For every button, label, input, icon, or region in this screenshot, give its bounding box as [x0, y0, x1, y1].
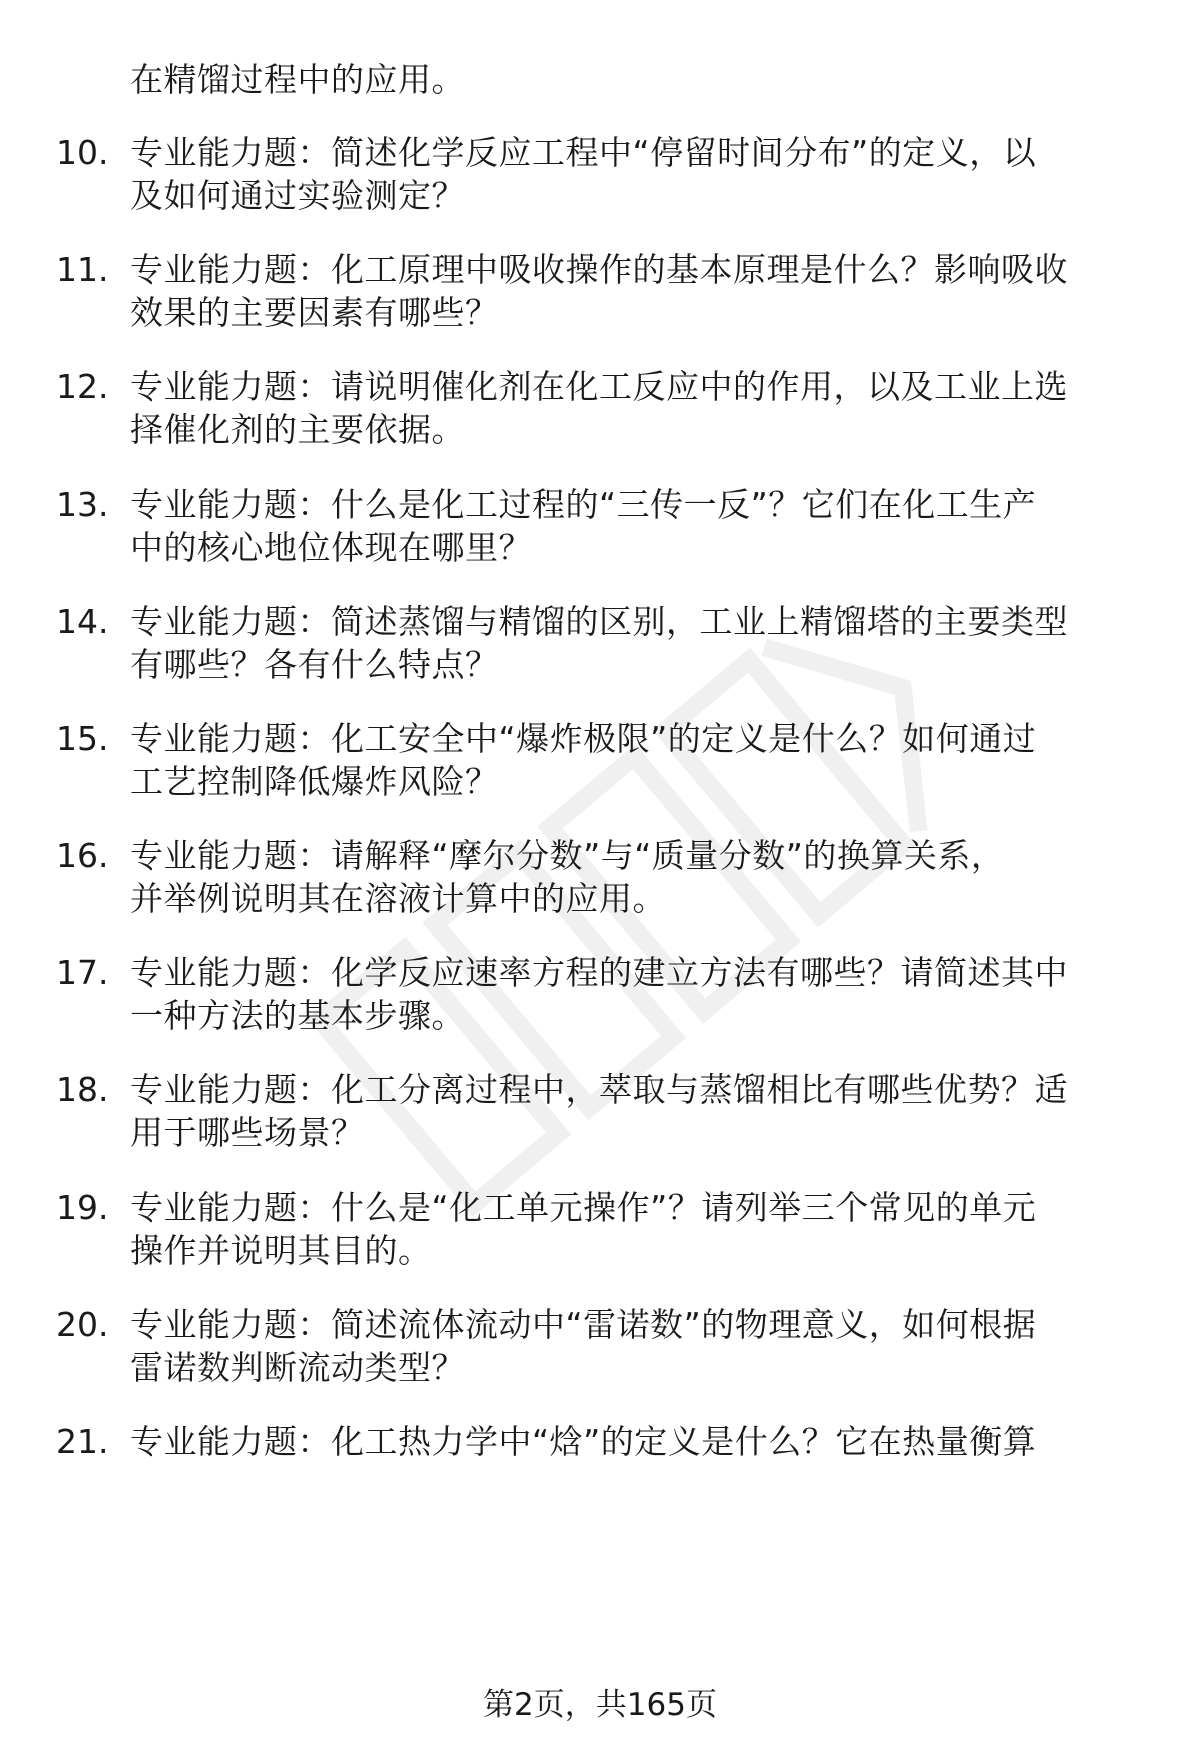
question-number: 16. [56, 836, 109, 875]
question-number: 19. [56, 1188, 109, 1227]
question-line: 雷诺数判断流动类型？ [130, 1348, 465, 1387]
question-line: 专业能力题：化工热力学中“焓”的定义是什么？它在热量衡算 [130, 1422, 1037, 1461]
continuation-line: 在精馏过程中的应用。 [130, 60, 465, 99]
question-line: 择催化剂的主要依据。 [130, 410, 465, 449]
question-line: 专业能力题：什么是“化工单元操作”？请列举三个常见的单元 [130, 1188, 1037, 1227]
question-line: 专业能力题：请解释“摩尔分数”与“质量分数”的换算关系， [130, 836, 1005, 875]
question-line: 专业能力题：什么是化工过程的“三传一反”？它们在化工生产 [130, 485, 1037, 524]
question-number: 20. [56, 1305, 109, 1344]
question-number: 15. [56, 719, 109, 758]
question-line: 及如何通过实验测定？ [130, 176, 465, 215]
question-line: 专业能力题：化工安全中“爆炸极限”的定义是什么？如何通过 [130, 719, 1037, 758]
question-line: 一种方法的基本步骤。 [130, 996, 465, 1035]
question-line: 效果的主要因素有哪些？ [130, 293, 499, 332]
question-line: 专业能力题：简述蒸馏与精馏的区别，工业上精馏塔的主要类型 [130, 602, 1068, 641]
question-line: 并举例说明其在溶液计算中的应用。 [130, 879, 666, 918]
question-number: 17. [56, 953, 109, 992]
question-line: 专业能力题：化工分离过程中，萃取与蒸馏相比有哪些优势？适 [130, 1070, 1068, 1109]
question-line: 专业能力题：简述流体流动中“雷诺数”的物理意义，如何根据 [130, 1305, 1037, 1344]
question-number: 12. [56, 367, 109, 406]
page-footer: 第2页，共165页 [483, 1687, 717, 1723]
question-number: 21. [56, 1422, 109, 1461]
question-number: 11. [56, 250, 109, 289]
question-number: 10. [56, 133, 109, 172]
question-line: 专业能力题：简述化学反应工程中“停留时间分布”的定义，以 [130, 133, 1037, 172]
question-line: 工艺控制降低爆炸风险？ [130, 762, 499, 801]
question-number: 13. [56, 485, 109, 524]
question-number: 18. [56, 1070, 109, 1109]
question-line: 专业能力题：化学反应速率方程的建立方法有哪些？请简述其中 [130, 953, 1068, 992]
question-line: 专业能力题：请说明催化剂在化工反应中的作用，以及工业上选 [130, 367, 1068, 406]
question-line: 用于哪些场景？ [130, 1113, 365, 1152]
question-number: 14. [56, 602, 109, 641]
question-line: 专业能力题：化工原理中吸收操作的基本原理是什么？影响吸收 [130, 250, 1068, 289]
question-line: 中的核心地位体现在哪里？ [130, 528, 532, 567]
question-line: 有哪些？各有什么特点？ [130, 645, 499, 684]
question-line: 操作并说明其目的。 [130, 1231, 432, 1270]
